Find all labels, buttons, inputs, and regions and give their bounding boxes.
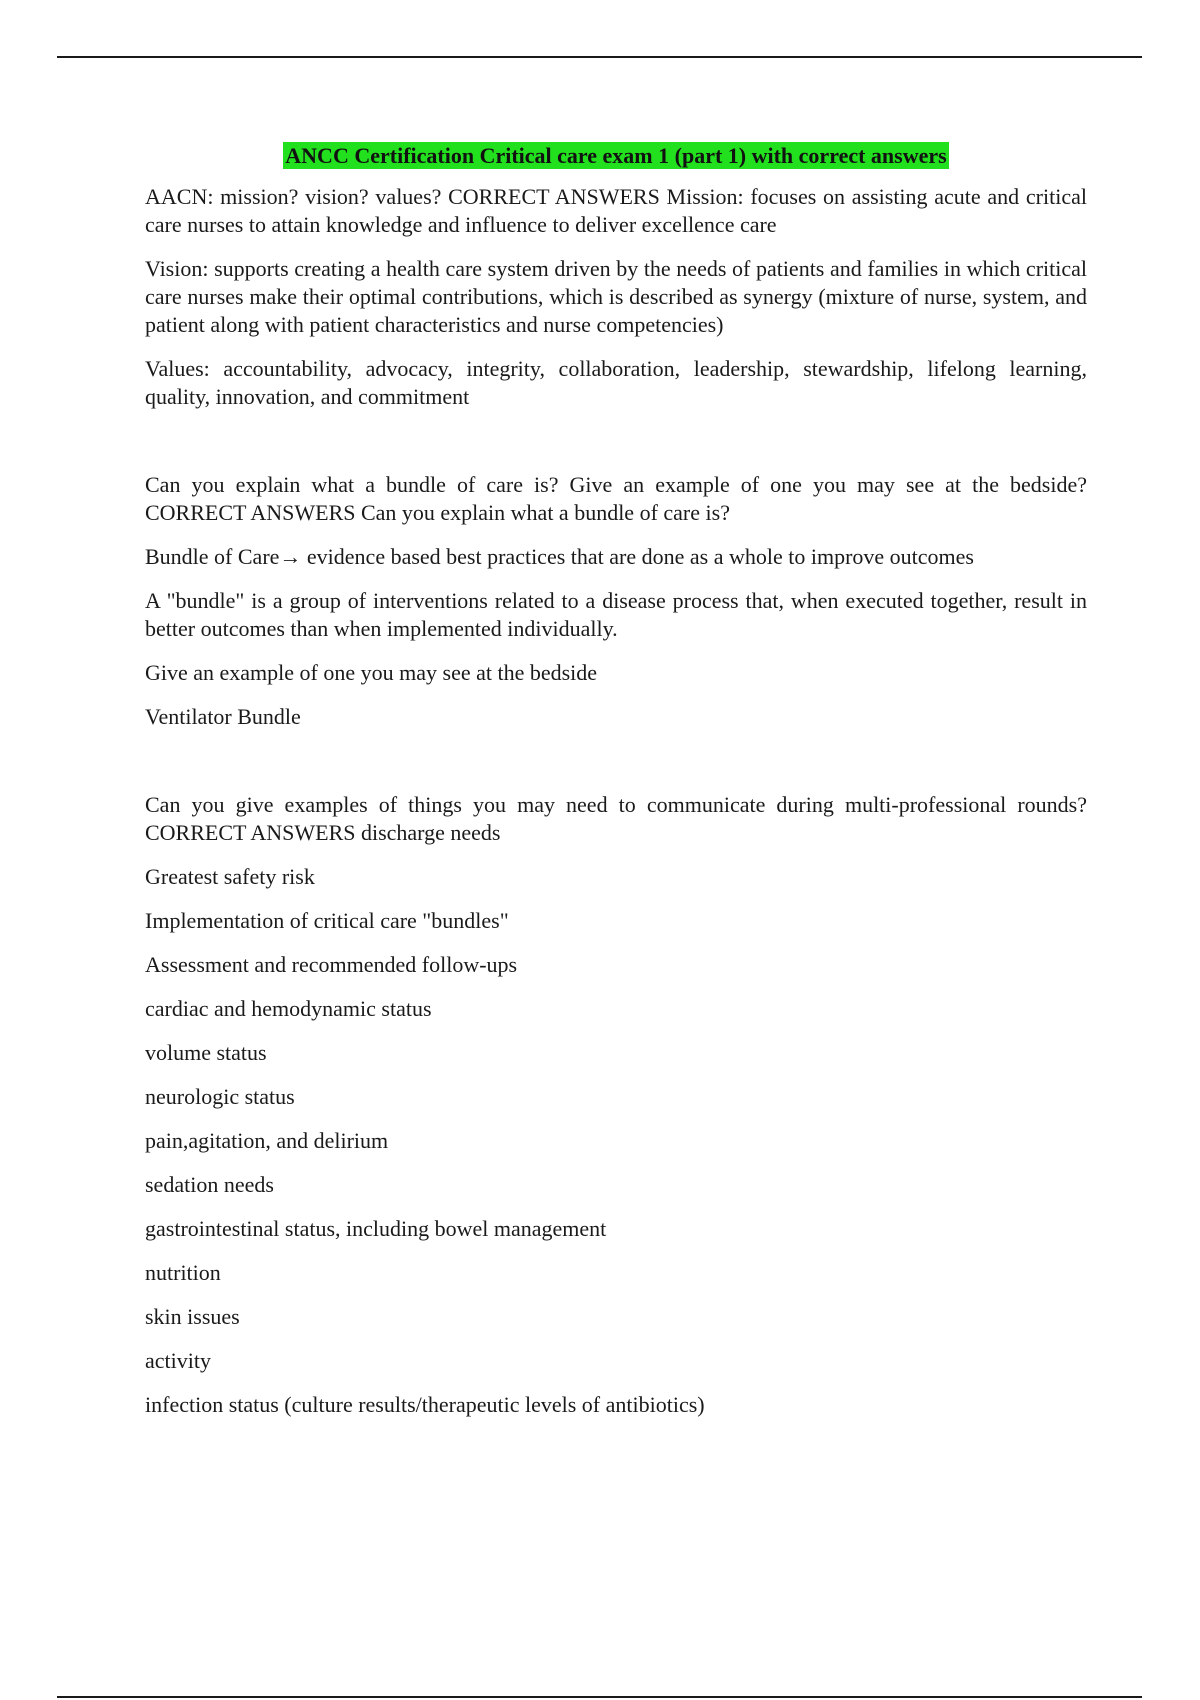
paragraph: Values: accountability, advocacy, integrity, collaboration, leadership, stewardship, lifelong learning, quality, innovation, and commitment — [145, 356, 1087, 409]
list-item: nutrition — [145, 1260, 221, 1285]
footer-rule — [57, 1696, 1142, 1698]
title-block — [145, 142, 1087, 169]
paragraph: A "bundle" is a group of interventions related to a disease process that, when executed together, result in better outcomes than when implemented individually. — [145, 588, 1087, 641]
section-gap — [145, 427, 1087, 471]
list-item: Implementation of critical care "bundles" — [145, 908, 509, 933]
section-gap — [145, 747, 1087, 791]
list-item: gastrointestinal status, including bowel management — [145, 1216, 607, 1241]
list-item: cardiac and hemodynamic status — [145, 996, 432, 1021]
paragraph: Can you give examples of things you may need to communicate during multi-professional rounds? CORRECT ANSWERS discharge needs — [145, 792, 1087, 845]
paragraph: Vision: supports creating a health care system driven by the needs of patients and families in which critical care nurses make their optimal contributions, which is described as synergy (mixture of nurse, system, and patient along with patient characteristics and nurse competencies) — [145, 256, 1087, 337]
list-item: infection status (culture results/therapeutic levels of antibiotics) — [145, 1392, 705, 1417]
list-item: pain,agitation, and delirium — [145, 1128, 389, 1153]
header-rule — [57, 56, 1142, 58]
paragraph: Bundle of Care→ evidence based best practices that are done as a whole to improve outcomes — [145, 544, 974, 569]
paragraph: Ventilator Bundle — [145, 704, 301, 729]
list-item: Greatest safety risk — [145, 864, 315, 889]
list-item: Assessment and recommended follow-ups — [145, 952, 518, 977]
list-item: volume status — [145, 1040, 267, 1065]
document-title: ANCC Certification Critical care exam 1 (part 1) with correct answers — [285, 143, 947, 168]
list-item: neurologic status — [145, 1084, 295, 1109]
paragraph: AACN: mission? vision? values? CORRECT ANSWERS Mission: focuses on assisting acute and critical care nurses to attain knowledge and influence to deliver excellence care — [145, 184, 1087, 237]
paragraph: Give an example of one you may see at the bedside — [145, 660, 598, 685]
list-item: activity — [145, 1348, 211, 1373]
paragraph: Can you explain what a bundle of care is? Give an example of one you may see at the bedside? CORRECT ANSWERS Can you explain what a bundle of care is? — [145, 472, 1087, 525]
list-item: skin issues — [145, 1304, 240, 1329]
document-body — [145, 142, 1087, 1435]
list-item: sedation needs — [145, 1172, 274, 1197]
